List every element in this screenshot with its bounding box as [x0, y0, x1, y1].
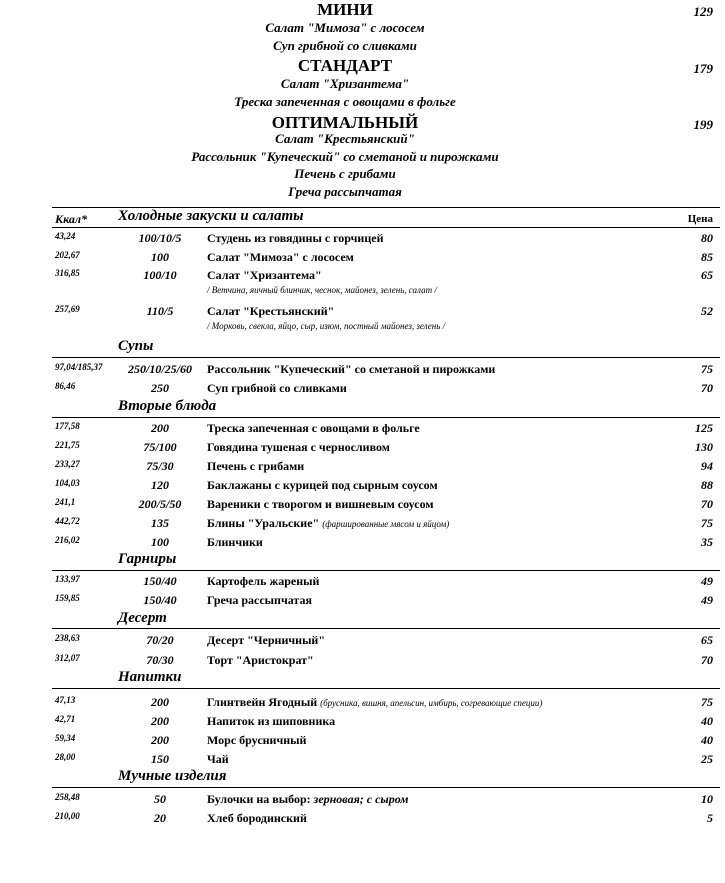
menu-row — [0, 362, 725, 380]
divider — [52, 357, 720, 358]
weight-value: 20 — [154, 811, 166, 825]
price-header: Цена — [687, 213, 713, 225]
divider — [52, 417, 720, 418]
dish-name — [207, 752, 229, 767]
dish-name — [207, 695, 542, 710]
price-value: 40 — [701, 733, 713, 747]
dish-note: (фаршированные мясом и яйцом) — [322, 519, 450, 529]
price-value: 65 — [701, 268, 713, 282]
weight-value: 150 — [151, 752, 169, 766]
kcal-value: 159,85 — [55, 593, 80, 603]
price-value: 52 — [701, 304, 713, 318]
weight-value: 200 — [151, 695, 169, 709]
section-title-dessert: Десерт — [118, 610, 167, 626]
weight-value: 135 — [151, 516, 169, 530]
divider — [52, 787, 720, 788]
menu-row — [0, 535, 725, 553]
price-value: 130 — [695, 440, 713, 454]
kcal-value: 43,24 — [55, 231, 76, 241]
menu-row — [0, 459, 725, 477]
kcal-value: 216,02 — [55, 535, 80, 545]
kcal-value: 210,00 — [55, 811, 80, 821]
dish-name — [207, 362, 495, 377]
dish-name — [207, 231, 384, 246]
weight-value: 110/5 — [146, 304, 174, 318]
section-title-sides: Гарниры — [118, 551, 177, 567]
price-value: 94 — [701, 459, 713, 473]
dish-ingredients: / Ветчина, яичный блинчик, чеснок, майонез, зелень, салат / — [207, 285, 437, 295]
price-value: 5 — [707, 811, 713, 825]
menu-row — [0, 653, 725, 671]
price-value: 35 — [701, 535, 713, 549]
menu-row — [0, 268, 725, 286]
dish-name-text: Салат "Мимоза" с лососем — [207, 250, 354, 264]
weight-value: 100/10/5 — [138, 231, 182, 245]
price-value: 80 — [701, 231, 713, 245]
price-value: 10 — [701, 792, 713, 806]
dish-name — [207, 497, 434, 512]
menu-row — [0, 516, 725, 534]
dish-options: зерновая; с сыром — [313, 792, 409, 806]
price-value: 125 — [695, 421, 713, 435]
kcal-value: 233,27 — [55, 459, 80, 469]
divider — [52, 688, 720, 689]
dish-name — [207, 653, 314, 668]
combo-item: Салат "Крестьянский" — [275, 131, 415, 146]
dish-name-text: Торт "Аристократ" — [207, 653, 314, 667]
menu-row — [0, 633, 725, 651]
dish-name-text: Блинчики — [207, 535, 263, 549]
combo-title: МИНИ — [317, 0, 373, 19]
price-value: 75 — [701, 362, 713, 376]
menu-row — [0, 714, 725, 732]
menu-row — [0, 574, 725, 592]
menu-row — [0, 304, 725, 322]
price-value: 65 — [701, 633, 713, 647]
section-title-cold: Холодные закуски и салаты — [118, 208, 304, 224]
menu-row — [0, 231, 725, 249]
section-title-drinks: Напитки — [118, 669, 182, 685]
dish-name — [207, 459, 304, 474]
dish-name-text: Глинтвейн Ягодный — [207, 695, 318, 709]
combo-item: Греча рассыпчатая — [288, 184, 402, 199]
kcal-value: 257,69 — [55, 304, 80, 314]
kcal-value: 177,58 — [55, 421, 80, 431]
dish-name-text: Блины "Уральские" — [207, 516, 320, 530]
kcal-value: 97,04/185,37 — [55, 362, 103, 372]
combo-item: Суп грибной со сливками — [273, 38, 417, 53]
dish-name-text: Рассольник "Купеческий" со сметаной и пирожками — [207, 362, 496, 376]
menu-row — [0, 792, 725, 810]
menu-row — [0, 381, 725, 399]
price-value: 70 — [701, 653, 713, 667]
kcal-header: Ккал* — [55, 212, 88, 226]
weight-value: 75/100 — [143, 440, 177, 454]
price-value: 40 — [701, 714, 713, 728]
combo-price: 179 — [693, 61, 713, 76]
kcal-value: 316,85 — [55, 268, 80, 278]
combo-item: Треска запеченная с овощами в фольге — [234, 94, 456, 109]
kcal-value: 238,63 — [55, 633, 80, 643]
menu-row — [0, 811, 725, 829]
dish-name — [207, 381, 347, 396]
kcal-value: 86,46 — [55, 381, 76, 391]
menu-row — [0, 250, 725, 268]
dish-name-text: Чай — [207, 752, 229, 766]
price-value: 49 — [701, 574, 713, 588]
menu-row — [0, 478, 725, 496]
dish-name-text: Печень с грибами — [207, 459, 305, 473]
menu-row — [0, 695, 725, 713]
dish-name-text: Говядина тушеная с черносливом — [207, 440, 390, 454]
weight-value: 100 — [151, 535, 169, 549]
dish-ingredients: / Морковь, свекла, яйцо, сыр, изюм, постный майонез, зелень / — [207, 321, 446, 331]
weight-value: 250/10/25/60 — [127, 362, 192, 376]
dish-name-text: Суп грибной со сливками — [207, 381, 347, 395]
dish-name — [207, 250, 354, 265]
dish-name-text: Булочки на выбор: — [207, 792, 311, 806]
kcal-value: 104,03 — [55, 478, 80, 488]
dish-name — [207, 304, 334, 319]
dish-name-text: Напиток из шиповника — [207, 714, 336, 728]
weight-value: 200 — [151, 421, 169, 435]
combo-price: 199 — [693, 117, 713, 132]
price-value: 49 — [701, 593, 713, 607]
dish-name-text: Студень из говядины с горчицей — [207, 231, 384, 245]
kcal-value: 312,07 — [55, 653, 80, 663]
kcal-value: 258,48 — [55, 792, 80, 802]
dish-name — [207, 478, 438, 493]
dish-name — [207, 535, 263, 550]
price-value: 75 — [701, 695, 713, 709]
combo-item: Рассольник "Купеческий" со сметаной и пирожками — [191, 149, 499, 164]
weight-value: 100/10 — [143, 268, 177, 282]
weight-value: 250 — [151, 381, 169, 395]
section-title-bakery: Мучные изделия — [118, 768, 227, 784]
kcal-value: 221,75 — [55, 440, 80, 450]
weight-value: 70/20 — [146, 633, 174, 647]
weight-value: 50 — [154, 792, 166, 806]
kcal-value: 47,13 — [55, 695, 76, 705]
dish-name-text: Вареники с творогом и вишневым соусом — [207, 497, 434, 511]
menu-row — [0, 752, 725, 770]
kcal-value: 28,00 — [55, 752, 76, 762]
combo-title: СТАНДАРТ — [297, 56, 393, 75]
dish-name-text: Салат "Крестьянский" — [207, 304, 335, 318]
dish-name — [207, 516, 449, 531]
kcal-value: 241,1 — [55, 497, 76, 507]
price-value: 70 — [701, 381, 713, 395]
dish-name — [207, 421, 420, 436]
dish-name-text: Салат "Хризантема" — [207, 268, 322, 282]
dish-name — [207, 811, 307, 826]
weight-value: 100 — [151, 250, 169, 264]
divider — [52, 227, 720, 228]
dish-name — [207, 733, 306, 748]
dish-name-text: Треска запеченная с овощами в фольге — [207, 421, 420, 435]
combo-title: ОПТИМАЛЬНЫЙ — [271, 113, 419, 132]
kcal-value: 133,97 — [55, 574, 80, 584]
combo-item: Печень с грибами — [294, 166, 396, 181]
weight-value: 150/40 — [143, 593, 177, 607]
dish-name — [207, 593, 312, 608]
kcal-value: 442,72 — [55, 516, 80, 526]
divider — [52, 570, 720, 571]
combo-item: Салат "Хризантема" — [280, 76, 410, 91]
dish-name — [207, 574, 319, 589]
dish-name-text: Картофель жареный — [207, 574, 320, 588]
combo-price: 129 — [693, 4, 713, 19]
dish-name-text: Хлеб бородинский — [207, 811, 307, 825]
kcal-value: 42,71 — [55, 714, 76, 724]
menu-row — [0, 593, 725, 611]
dish-name — [207, 714, 335, 729]
dish-name-text: Баклажаны с курицей под сырным соусом — [207, 478, 438, 492]
menu-row — [0, 497, 725, 515]
dish-name-text: Морс брусничный — [207, 733, 307, 747]
price-value: 85 — [701, 250, 713, 264]
dish-name — [207, 792, 409, 807]
dish-name-text: Десерт "Черничный" — [207, 633, 326, 647]
weight-value: 150/40 — [143, 574, 177, 588]
kcal-value: 59,34 — [55, 733, 76, 743]
dish-name — [207, 633, 325, 648]
menu-row — [0, 421, 725, 439]
menu-row — [0, 733, 725, 751]
section-title-mains: Вторые блюда — [118, 398, 217, 414]
weight-value: 120 — [151, 478, 169, 492]
section-title-soups: Супы — [118, 338, 154, 354]
price-value: 88 — [701, 478, 713, 492]
dish-name — [207, 440, 390, 455]
dish-note: (брусника, вишня, апельсин, имбирь, согревающие специи) — [320, 698, 543, 708]
combo-item: Салат "Мимоза" с лососем — [265, 20, 425, 35]
menu-row — [0, 440, 725, 458]
dish-name — [207, 268, 322, 283]
weight-value: 200 — [151, 733, 169, 747]
weight-value: 75/30 — [146, 459, 174, 473]
weight-value: 200/5/50 — [138, 497, 182, 511]
price-value: 70 — [701, 497, 713, 511]
weight-value: 200 — [151, 714, 169, 728]
divider — [52, 628, 720, 629]
kcal-value: 202,67 — [55, 250, 80, 260]
price-value: 75 — [701, 516, 713, 530]
weight-value: 70/30 — [146, 653, 174, 667]
price-value: 25 — [701, 752, 713, 766]
dish-name-text: Греча рассыпчатая — [207, 593, 312, 607]
